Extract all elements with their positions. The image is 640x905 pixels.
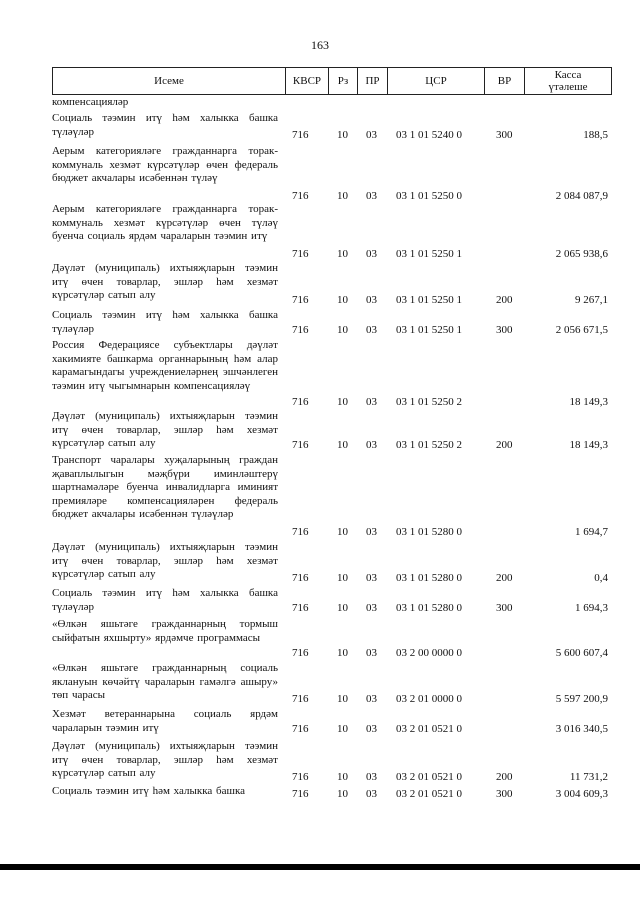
- row-cash-amount: 9 267,1: [575, 293, 608, 306]
- row-csr: 03 1 01 5250 2: [396, 395, 462, 408]
- row-name: Социаль тәэмин итү һәм халыкка башка түләүләр: [52, 587, 278, 613]
- row-vr: 300: [496, 128, 513, 141]
- row-cash-amount: 2 084 087,9: [555, 189, 608, 202]
- row-vr: 200: [496, 293, 513, 306]
- header-pr: ПР: [357, 67, 388, 95]
- row-csr: 03 1 01 5250 1: [396, 323, 462, 336]
- row-pr: 03: [366, 692, 377, 705]
- row-name: Социаль тәэмин итү һәм халыкка башка түләүләр: [52, 309, 278, 335]
- row-cash-amount: 2 065 938,6: [555, 247, 608, 260]
- row-cash-amount: 11 731,2: [569, 770, 608, 783]
- row-pr: 03: [366, 525, 377, 538]
- row-name: Дәүләт (муниципаль) ихтыяҗларын тәэмин итү өчен товарлар, эшләр һәм хезмәт күрсәтүләр сатып алу: [52, 262, 278, 301]
- table-row: [52, 740, 612, 784]
- row-cash-amount: 3 016 340,5: [555, 722, 608, 735]
- row-rz: 10: [337, 247, 348, 260]
- row-cash-amount: 3 004 609,3: [555, 787, 608, 800]
- row-vr: 200: [496, 438, 513, 451]
- header-kvsr: КВСР: [285, 67, 329, 95]
- table-row: [52, 145, 612, 203]
- row-rz: 10: [337, 722, 348, 735]
- row-csr: 03 1 01 5250 2: [396, 438, 462, 451]
- row-csr: 03 2 01 0521 0: [396, 787, 462, 800]
- row-pr: 03: [366, 128, 377, 141]
- row-rz: 10: [337, 189, 348, 202]
- row-rz: 10: [337, 692, 348, 705]
- row-rz: 10: [337, 395, 348, 408]
- row-cash-amount: 5 600 607,4: [555, 646, 608, 659]
- row-name: Дәүләт (муниципаль) ихтыяҗларын тәэмин итү өчен товарлар, эшләр һәм хезмәт күрсәтүләр сатып алу: [52, 740, 278, 779]
- row-kvsr: 716: [292, 395, 309, 408]
- row-cash-amount: 1 694,3: [575, 601, 608, 614]
- row-cash-amount: 2 056 671,5: [555, 323, 608, 336]
- row-vr: 300: [496, 787, 513, 800]
- row-name: «Өлкән яшьтәге гражданнарның социаль яклануын көчәйтү чараларын гамәлгә ашыру» төп чарасы: [52, 662, 278, 701]
- row-name: Аерым категорияләге гражданнарга торак-коммуналь хезмәт күрсәтүләр өчен федераль бюджет акчалары исәбеннән түләү: [52, 145, 278, 184]
- row-rz: 10: [337, 646, 348, 659]
- table-row: [52, 410, 612, 452]
- row-csr: 03 2 01 0521 0: [396, 722, 462, 735]
- row-rz: 10: [337, 525, 348, 538]
- row-kvsr: 716: [292, 722, 309, 735]
- table-row: [52, 618, 612, 660]
- page-number: 163: [311, 38, 329, 52]
- row-rz: 10: [337, 128, 348, 141]
- table-row: [52, 662, 612, 706]
- row-cash-amount: 0,4: [594, 571, 608, 584]
- row-name: компенсацияләр: [52, 96, 129, 108]
- row-rz: 10: [337, 571, 348, 584]
- row-name: Дәүләт (муниципаль) ихтыяҗларын тәэмин итү өчен товарлар, эшләр һәм хезмәт күрсәтүләр сатып алу: [52, 410, 278, 449]
- row-kvsr: 716: [292, 646, 309, 659]
- row-csr: 03 1 01 5250 1: [396, 293, 462, 306]
- row-csr: 03 1 01 5280 0: [396, 525, 462, 538]
- header-cash: Касса үтәлеше: [524, 67, 612, 95]
- table-row: [52, 541, 612, 585]
- row-pr: 03: [366, 189, 377, 202]
- row-pr: 03: [366, 247, 377, 260]
- header-name: Исеме: [52, 67, 286, 95]
- row-cash-amount: 18 149,3: [569, 438, 608, 451]
- row-kvsr: 716: [292, 770, 309, 783]
- row-csr: 03 1 01 5280 0: [396, 601, 462, 614]
- row-vr: 200: [496, 770, 513, 783]
- row-kvsr: 716: [292, 128, 309, 141]
- row-pr: 03: [366, 646, 377, 659]
- row-kvsr: 716: [292, 571, 309, 584]
- row-name: Хезмәт ветераннарына социаль ярдәм чараларын тәэмин итү: [52, 708, 278, 734]
- header-vr: ВР: [484, 67, 525, 95]
- row-kvsr: 716: [292, 189, 309, 202]
- row-name: Транспорт чаралары хуҗаларының граждан җаваплылыгын мәҗбүри иминләштерү шартнамәләре буенча инвалидларга иминият премияләре компенсацияләрен федераль бюджет акчалары исәбеннән түләүләр: [52, 454, 278, 520]
- row-name: Россия Федерациясе субъектлары дәүләт хакимияте башкарма органнарының һәм алар карамагындагы учреждениеләрнең эшчәнлеген тәэмин итү чыгымнарын компенсацияләү: [52, 339, 278, 392]
- row-cash-amount: 18 149,3: [569, 395, 608, 408]
- row-kvsr: 716: [292, 247, 309, 260]
- row-pr: 03: [366, 770, 377, 783]
- row-kvsr: 716: [292, 692, 309, 705]
- row-name: Социаль тәэмин итү һәм халыкка башка: [52, 785, 246, 797]
- row-csr: 03 1 01 5250 1: [396, 247, 462, 260]
- row-kvsr: 716: [292, 293, 309, 306]
- row-kvsr: 716: [292, 525, 309, 538]
- table-row: [52, 785, 612, 801]
- header-rz: Рз: [328, 67, 358, 95]
- header-csr: ЦСР: [387, 67, 485, 95]
- row-rz: 10: [337, 601, 348, 614]
- row-rz: 10: [337, 293, 348, 306]
- table-row: [52, 309, 612, 337]
- scan-edge-bar: [0, 864, 640, 870]
- table-row: [52, 708, 612, 736]
- row-name: Дәүләт (муниципаль) ихтыяҗларын тәэмин итү өчен товарлар, эшләр һәм хезмәт күрсәтүләр сатып алу: [52, 541, 278, 580]
- row-pr: 03: [366, 787, 377, 800]
- row-rz: 10: [337, 787, 348, 800]
- row-vr: 300: [496, 323, 513, 336]
- row-csr: 03 1 01 5240 0: [396, 128, 462, 141]
- table-row: [52, 96, 612, 110]
- row-kvsr: 716: [292, 787, 309, 800]
- row-rz: 10: [337, 323, 348, 336]
- table-row: [52, 454, 612, 539]
- row-kvsr: 716: [292, 601, 309, 614]
- table-row: [52, 339, 612, 409]
- row-cash-amount: 188,5: [583, 128, 608, 141]
- row-pr: 03: [366, 293, 377, 306]
- row-rz: 10: [337, 438, 348, 451]
- row-csr: 03 1 01 5250 0: [396, 189, 462, 202]
- row-pr: 03: [366, 395, 377, 408]
- row-kvsr: 716: [292, 323, 309, 336]
- row-name: Социаль тәэмин итү һәм халыкка башка түләүләр: [52, 112, 278, 138]
- row-csr: 03 1 01 5280 0: [396, 571, 462, 584]
- row-vr: 200: [496, 571, 513, 584]
- table-row: [52, 587, 612, 615]
- row-vr: 300: [496, 601, 513, 614]
- table-row: [52, 262, 612, 307]
- row-csr: 03 2 01 0000 0: [396, 692, 462, 705]
- row-csr: 03 2 00 0000 0: [396, 646, 462, 659]
- row-pr: 03: [366, 438, 377, 451]
- table-row: [52, 203, 612, 261]
- row-name: «Өлкән яшьтәге гражданнарның тормыш сыйфатын яхшырту» ярдәмче программасы: [52, 618, 278, 644]
- row-pr: 03: [366, 722, 377, 735]
- row-rz: 10: [337, 770, 348, 783]
- row-pr: 03: [366, 323, 377, 336]
- row-kvsr: 716: [292, 438, 309, 451]
- row-csr: 03 2 01 0521 0: [396, 770, 462, 783]
- row-cash-amount: 1 694,7: [575, 525, 608, 538]
- row-pr: 03: [366, 601, 377, 614]
- row-name: Аерым категорияләге гражданнарга торак-коммуналь хезмәт күрсәтүләр өчен түләү буенча социаль ярдәм чараларын тәэмин итү: [52, 203, 278, 242]
- row-cash-amount: 5 597 200,9: [555, 692, 608, 705]
- row-pr: 03: [366, 571, 377, 584]
- table-row: [52, 112, 612, 142]
